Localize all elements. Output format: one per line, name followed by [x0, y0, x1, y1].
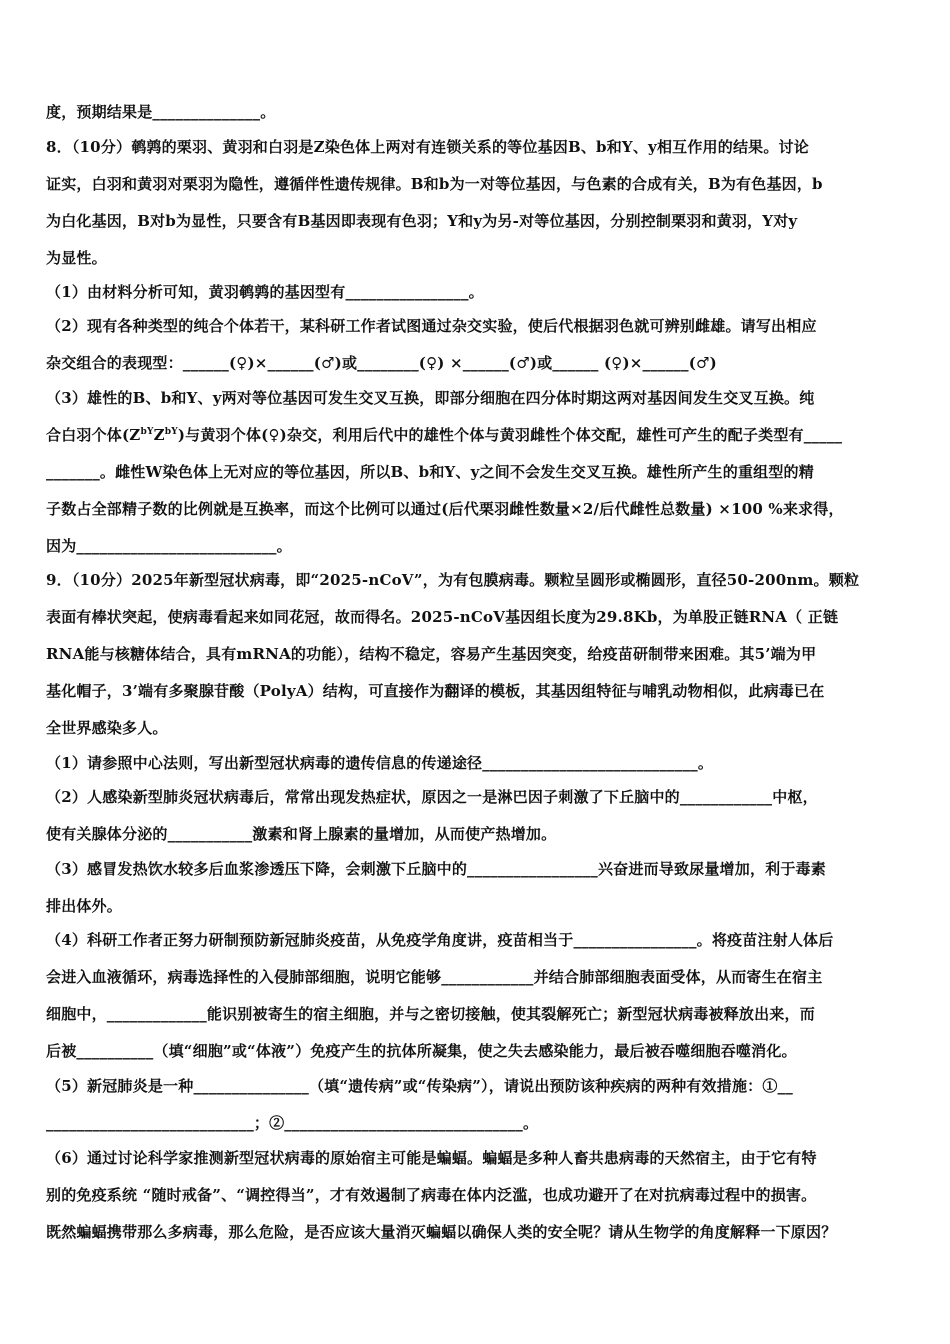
text-segment: Z [153, 426, 165, 444]
question-8-part-1: （1）由材料分析可知，黄羽鹌鹑的基因型有________________。 [46, 283, 484, 301]
question-8-part-2: （2）现有各种类型的纯合个体若干，某科研工作者试图通过杂交实验，使后代根据羽色就可辨别雌雄。请写出相应 [46, 317, 817, 335]
text-line: 因为__________________________。 [46, 537, 292, 555]
question-8-part-3: （3）雄性的B、b和Y、y两对等位基因可发生交叉互换，即部分细胞在四分体时期这两对基因间发生交叉互换。纯 [46, 389, 815, 407]
text-line: 子数占全部精子数的比例就是互换率，而这个比例可以通过(后代栗羽雌性数量×2/后代雌性总数量) ×100 %来求得， [46, 500, 844, 518]
text-line-genotype [46, 425, 916, 445]
text-line: _______。雌性W染色体上无对应的等位基因，所以B、b和Y、y之间不会发生交叉互换。雄性所产生的重组型的精 [46, 463, 814, 481]
text-segment: 合白羽个体(Z [46, 426, 141, 444]
text-line: 为白化基因，B对b为显性，只要含有B基因即表现有色羽；Y和y为另-对等位基因，分别控制栗羽和黄羽，Y对y [46, 212, 798, 230]
text-segment: )与黄羽个体(♀)杂交，利用后代中的雄性个体与黄羽雌性个体交配，雄性可产生的配子类型有_____ [177, 426, 843, 444]
question-9-part-3: （3）感冒发热饮水较多后血浆渗透压下降，会刺激下丘脑中的_________________兴奋进而导致尿量增加，利于毒素 [46, 860, 826, 878]
text-line: 表面有棒状突起，使病毒看起来如同花冠，故而得名。2025-nCoV基因组长度为29.8Kb，为单股正链RNA（ 正链 [46, 608, 839, 626]
question-9-heading: 9．（10分）2025年新型冠状病毒，即“2025-nCoV”，为有包膜病毒。颗粒呈圆形或椭圆形，直径50-200nm。颗粒 [46, 571, 860, 589]
text-line: 基化帽子，3’端有多聚腺苷酸（PolyA）结构，可直接作为翻译的模板，其基因组特征与哺乳动物相似，此病毒已在 [46, 682, 825, 700]
question-9-part-1: （1）请参照中心法则，写出新型冠状病毒的遗传信息的传递途径____________________________。 [46, 754, 714, 772]
question-9-part-5: （5）新冠肺炎是一种_______________（填“遗传病”或“传染病”），请说出预防该种疾病的两种有效措施：①__ [46, 1077, 793, 1095]
text-line: 杂交组合的表现型：______(♀)×______(♂)或________(♀) ×______(♂)或______ (♀)×______(♂) [46, 354, 717, 372]
text-line: 使有关腺体分泌的___________激素和肾上腺素的量增加，从而使产热增加。 [46, 825, 557, 843]
question-8-heading: 8．（10分）鹌鹑的栗羽、黄羽和白羽是Z染色体上两对有连锁关系的等位基因B、b和Y、y相互作用的结果。讨论 [46, 138, 809, 156]
text-line: 全世界感染多人。 [46, 719, 168, 737]
text-line: 排出体外。 [46, 897, 123, 915]
text-line: 会进入血液循环，病毒选择性的入侵肺部细胞，说明它能够____________并结合肺部细胞表面受体，从而寄生在宿主 [46, 968, 823, 986]
text-line: 细胞中，_____________能识别被寄生的宿主细胞，并与之密切接触，使其裂解死亡；新型冠状病毒被释放出来，而 [46, 1005, 815, 1023]
text-line: 后被__________（填“细胞”或“体液”）免疫产生的抗体所凝集，使之失去感染能力，最后被吞噬细胞吞噬消化。 [46, 1042, 797, 1060]
question-9-part-6: （6）通过讨论科学家推测新型冠状病毒的原始宿主可能是蝙蝠。蝙蝠是多种人畜共患病毒的天然宿主，由于它有特 [46, 1149, 817, 1167]
text-line: 别的免疫系统 “随时戒备”、“调控得当”，才有效遏制了病毒在体内泛滥，也成功避开了在对抗病毒过程中的损害。 [46, 1186, 817, 1204]
text-line: RNA能与核糖体结合，具有mRNA的功能），结构不稳定，容易产生基因突变，给疫苗研制带来困难。其5’端为甲 [46, 645, 817, 663]
text-line: 度，预期结果是______________。 [46, 103, 276, 121]
text-line: 为显性。 [46, 249, 107, 267]
text-line: ___________________________；②_______________________________。 [46, 1114, 539, 1132]
text-line: 既然蝙蝠携带那么多病毒，那么危险，是否应该大量消灭蝙蝠以确保人类的安全呢？请从生物学的角度解释一下原因？ [46, 1223, 837, 1241]
text-line: 证实，白羽和黄羽对栗羽为隐性，遵循伴性遗传规律。B和b为一对等位基因，与色素的合成有关，B为有色基因，b [46, 175, 823, 193]
superscript: bY [164, 427, 178, 437]
question-9-part-2: （2）人感染新型肺炎冠状病毒后，常常出现发热症状，原因之一是淋巴因子刺激了下丘脑中的____________中枢， [46, 788, 818, 806]
question-9-part-4: （4）科研工作者正努力研制预防新冠肺炎疫苗，从免疫学角度讲，疫苗相当于________________。将疫苗注射人体后 [46, 931, 834, 949]
superscript: bY [140, 427, 154, 437]
